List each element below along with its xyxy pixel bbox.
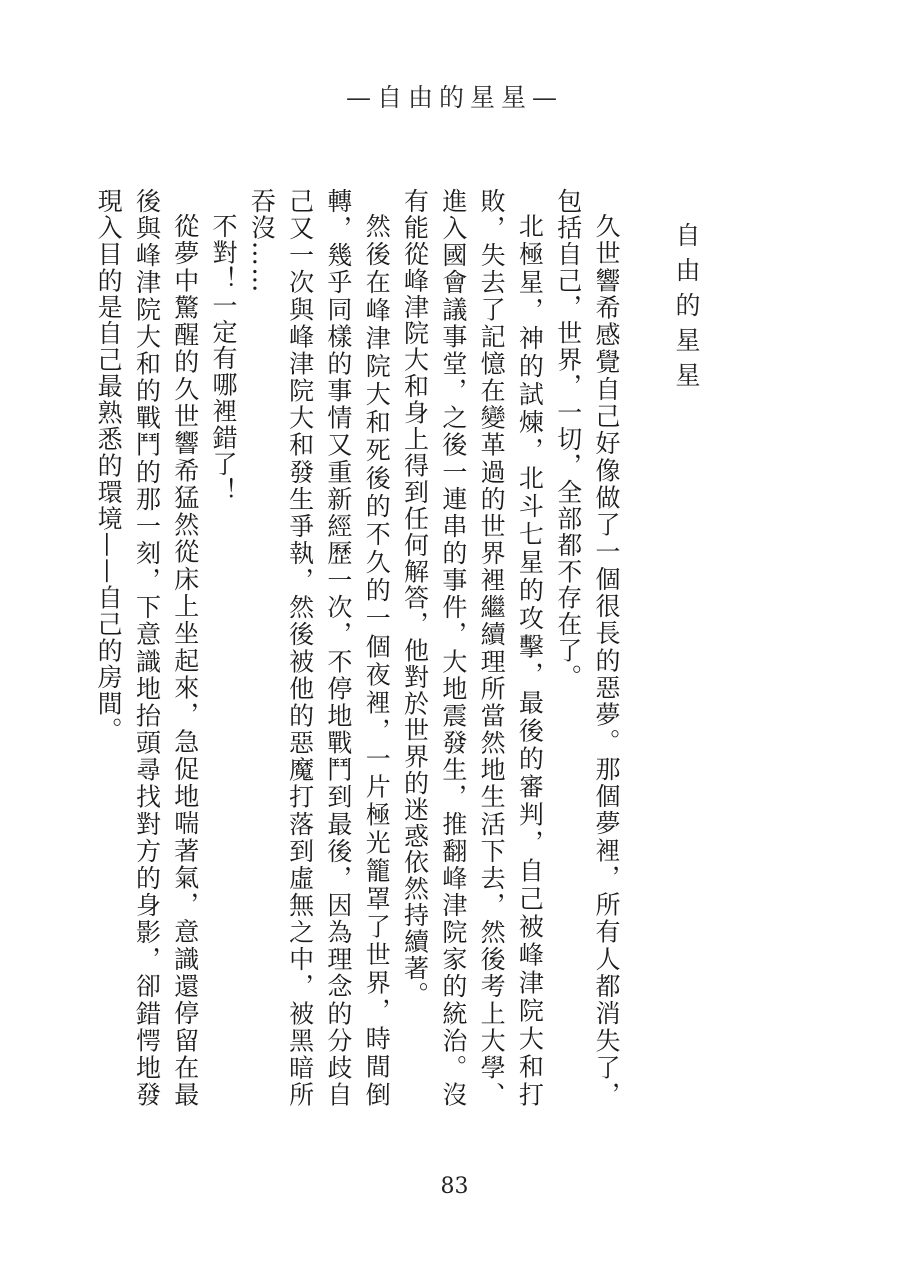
running-header: —自由的星星— xyxy=(345,83,563,112)
chapter-title: 自由的星星 xyxy=(672,222,701,397)
paragraph-1: 久世響希感覺自己好像做了一個很長的惡夢。那個夢裡，所有人都消失了，包括自己，世界，一切，全部都不存在了。 xyxy=(553,188,621,1108)
paragraph-2: 北極星，神的試煉，北斗七星的攻擊，最後的審判，自己被峰津院大和打敗，失去了記憶在變革過的世界裡繼續理所當然地生活下去，然後考上大學、進入國會議事堂，之後一連串的事件，大地震發生，推翻峰津院家的統治。沒有能從峰津院大和身上得到任何解答，他對於世界的迷惑依然持續著。 xyxy=(400,188,545,1108)
paragraph-5: 從夢中驚醒的久世響希猛然從床上坐起來，急促地喘著氣，意識還停留在最後與峰津院大和的戰鬥的那一刻，下意識地抬頭尋找對方的身影，卻錯愕地發現入目的是自己最熟悉的環境——自己的房間。 xyxy=(94,188,200,1108)
paragraph-3: 然後在峰津院大和死後的不久的一個夜裡，一片極光籠罩了世界，時間倒轉，幾乎同樣的事情又重新經歷一次，不停地戰鬥到最後，因為理念的分歧自己又一次與峰津院大和發生爭執，然後被他的惡魔打落到虛無之中，被黑暗所吞沒…… xyxy=(247,188,392,1108)
body-text xyxy=(94,188,625,1108)
paragraph-4: 不對！一定有哪裡錯了！ xyxy=(209,213,239,504)
page-number: 83 xyxy=(440,1174,469,1199)
